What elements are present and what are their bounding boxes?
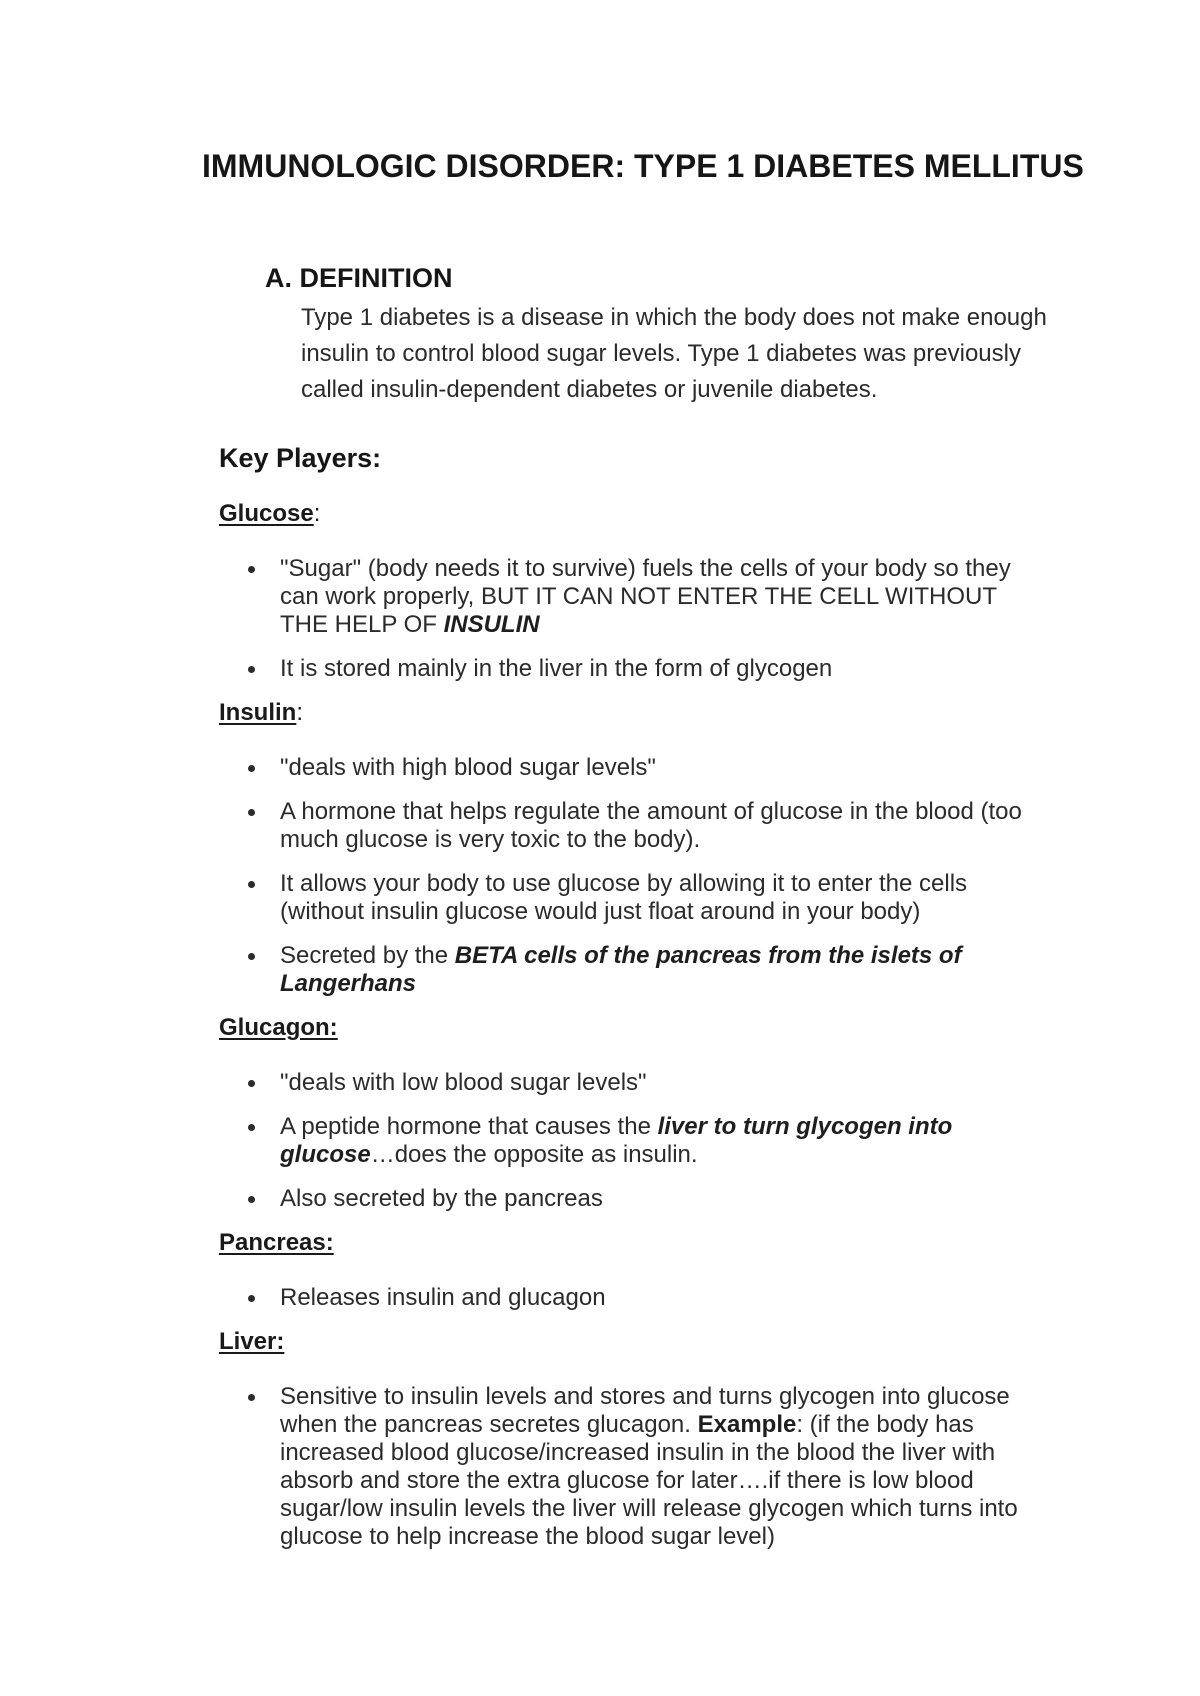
section-heading-insulin	[219, 699, 1119, 727]
bullet-item	[219, 1185, 1119, 1213]
bullet-item	[219, 1383, 1119, 1551]
key-player-section-glucagon	[219, 1014, 1119, 1213]
emphasized-text: glucose	[280, 1141, 371, 1168]
bullet-item	[219, 1113, 1119, 1169]
bullet-item	[219, 1069, 1119, 1097]
section-heading-label: Glucose	[219, 500, 314, 527]
text-line: can work properly, BUT IT CAN NOT ENTER THE CELL WITHOUT	[280, 583, 998, 610]
emphasized-text: INSULIN	[443, 611, 540, 638]
bullet-icon	[248, 566, 255, 573]
text-line	[280, 1141, 1119, 1169]
section-heading-label: Glucagon:	[219, 1014, 338, 1041]
text-line	[280, 942, 1119, 970]
emphasized-text: Example	[697, 1411, 797, 1438]
text-line: Sensitive to insulin levels and stores and turns glycogen into glucose	[280, 1383, 1010, 1410]
section-heading-label: Pancreas:	[219, 1229, 334, 1256]
text-line: glucose to help increase the blood sugar level)	[280, 1523, 775, 1550]
bullet-item	[219, 754, 1119, 782]
text-line: "deals with low blood sugar levels"	[280, 1069, 647, 1096]
bullet-icon	[248, 1394, 255, 1401]
bullet-icon	[248, 881, 255, 888]
key-player-section-pancreas	[219, 1229, 1119, 1312]
bullet-list-pancreas	[219, 1284, 1119, 1312]
definition-text: Type 1 diabetes is a disease in which the body does not make enough insulin to control blood sugar levels. Type 1 diabetes was previously called insulin-dependent diabetes or juvenile diabetes.	[301, 304, 1047, 403]
section-heading-glucose	[219, 500, 1119, 528]
text-run: Secreted by the	[280, 942, 455, 969]
bullet-list-insulin	[219, 754, 1119, 998]
text-line	[280, 970, 1119, 998]
text-run: …does the opposite as insulin.	[370, 1141, 698, 1168]
bullet-list-liver	[219, 1383, 1119, 1551]
bullet-list-glucagon	[219, 1069, 1119, 1213]
text-line: sugar/low insulin levels the liver will release glycogen which turns into	[280, 1495, 1018, 1522]
section-heading-label: Liver:	[219, 1328, 285, 1355]
text-run: THE HELP OF	[280, 611, 444, 638]
text-line: Also secreted by the pancreas	[280, 1185, 603, 1212]
key-player-section-insulin	[219, 699, 1119, 998]
bullet-item	[219, 1284, 1119, 1312]
text-run: : (if the body has	[796, 1411, 974, 1438]
text-line	[280, 611, 1119, 639]
section-heading-liver	[219, 1328, 1119, 1356]
bullet-item	[219, 870, 1119, 926]
bullet-icon	[248, 1080, 255, 1087]
definition-heading: A. DEFINITION	[265, 263, 453, 293]
text-line: Releases insulin and glucagon	[280, 1284, 606, 1311]
bullet-icon	[248, 809, 255, 816]
text-line: A hormone that helps regulate the amount of glucose in the blood (too	[280, 798, 1022, 825]
emphasized-text: BETA cells of the pancreas from the islets of	[454, 942, 962, 969]
key-players-heading: Key Players:	[219, 443, 382, 473]
text-run: when the pancreas secretes glucagon.	[280, 1411, 698, 1438]
bullet-icon	[248, 1124, 255, 1131]
bullet-list-glucose	[219, 555, 1119, 683]
text-line: It allows your body to use glucose by allowing it to enter the cells	[280, 870, 968, 897]
section-heading-glucagon	[219, 1014, 1119, 1042]
bullet-icon	[248, 1295, 255, 1302]
text-line	[280, 1411, 1119, 1439]
text-line	[280, 1113, 1119, 1141]
bullet-icon	[248, 765, 255, 772]
bullet-icon	[248, 1196, 255, 1203]
bullet-item	[219, 798, 1119, 854]
text-line: absorb and store the extra glucose for later….if there is low blood	[280, 1467, 974, 1494]
bullet-item	[219, 555, 1119, 639]
emphasized-text: liver to turn glycogen into	[657, 1113, 953, 1140]
page-title: IMMUNOLOGIC DISORDER: TYPE 1 DIABETES MELLITUS	[202, 148, 1084, 184]
bullet-icon	[248, 953, 255, 960]
text-line: much glucose is very toxic to the body).	[280, 826, 701, 853]
text-run: A peptide hormone that causes the	[280, 1113, 658, 1140]
section-heading-suffix: :	[313, 500, 321, 527]
bullet-icon	[248, 666, 255, 673]
bullet-item	[219, 655, 1119, 683]
section-heading-pancreas	[219, 1229, 1119, 1257]
key-players-sections	[219, 500, 1119, 1567]
text-line: "deals with high blood sugar levels"	[280, 754, 656, 781]
section-heading-label: Insulin	[219, 699, 297, 726]
emphasized-text: Langerhans	[280, 970, 417, 997]
text-line: "Sugar" (body needs it to survive) fuels the cells of your body so they	[280, 555, 1011, 582]
text-line: It is stored mainly in the liver in the form of glycogen	[280, 655, 833, 682]
text-line: (without insulin glucose would just float around in your body)	[280, 898, 921, 925]
key-player-section-liver	[219, 1328, 1119, 1551]
text-line: increased blood glucose/increased insulin in the blood the liver with	[280, 1439, 996, 1466]
key-player-section-glucose	[219, 500, 1119, 683]
bullet-item	[219, 942, 1119, 998]
section-heading-suffix: :	[296, 699, 304, 726]
